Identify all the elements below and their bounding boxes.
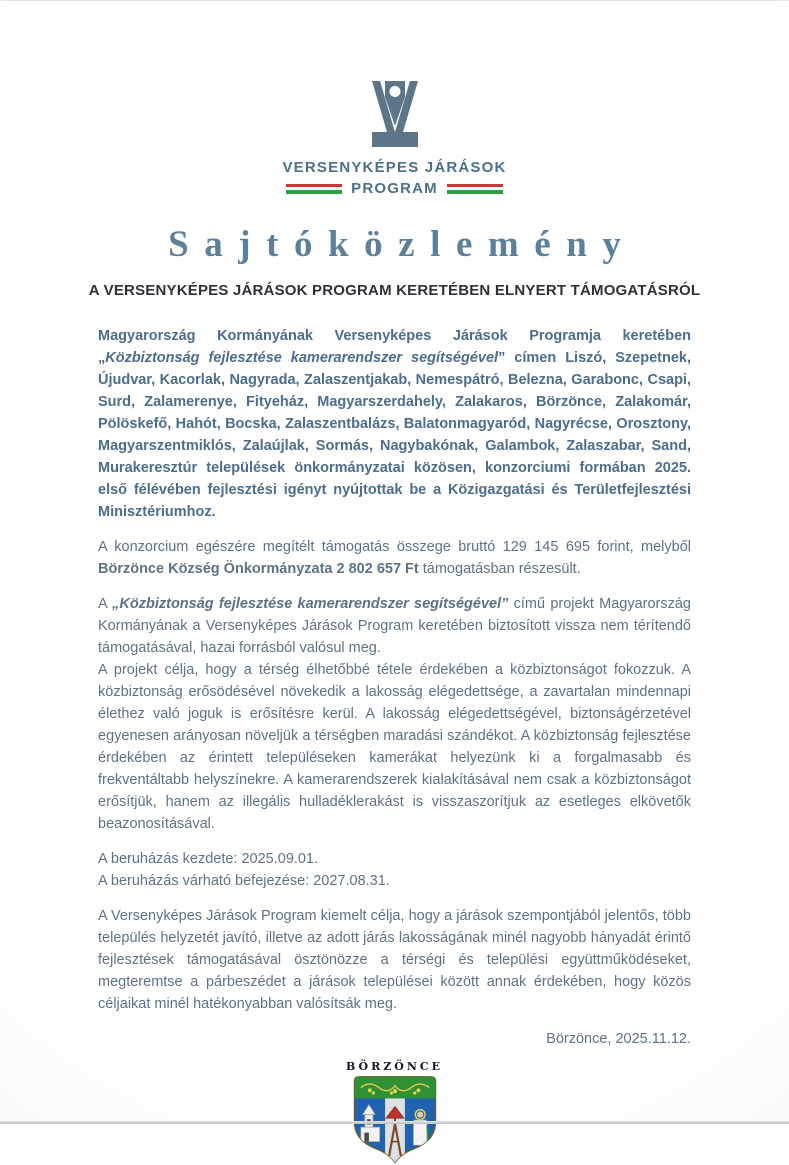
project-title-bold-italic: „Közbiztonság fejlesztése kamerarendszer segítségével”	[112, 596, 509, 612]
hungarian-flag-stripes-right-icon	[447, 181, 503, 197]
project-title-italic: Közbiztonság fejlesztése kamerarendszer segítségével	[105, 350, 499, 366]
program-logo-text-line2: PROGRAM	[351, 180, 438, 197]
paragraph-intro-municipalities	[98, 325, 691, 523]
grant-run-1: A konzorcium egészére megítélt támogatás összege bruttó 129 145 695 forint, melyből	[98, 539, 691, 555]
hungarian-flag-stripes-left-icon	[286, 181, 342, 197]
place-date-line: Börzönce, 2025.11.12.	[546, 1031, 691, 1047]
borzonce-coat-of-arms-icon	[349, 1075, 441, 1165]
page-title: Sajtóközlemény	[168, 224, 637, 265]
paragraph-program-purpose: A Versenyképes Járások Program kiemelt célja, hogy a járások szempontjából jelentős, több település helyzetét javító, illetve az adott járás lakosságának minél nagyobb hányadát érintő fejlesztések támogatásával ösztönözze a térségi és települési együttműködéseket, megteremtse a párbeszédet a járások települései között annak érdekében, hogy közös céljaikat minél hatékonyabban valósítsák meg.	[98, 908, 691, 1012]
program-logo-text-line1: VERSENYKÉPES JÁRÁSOK	[282, 159, 507, 176]
program-logo-text-line2-row	[0, 180, 789, 197]
grant-amount-bold: Börzönce Község Önkormányzata 2 802 657 Ft	[98, 561, 419, 577]
funding-run-2: című projekt Magyarország Kormányának a Versenyképes Járások Program keretében biztosított vissza nem térítendő támogatásával, hazai forrásból valósul meg.	[98, 596, 691, 656]
press-release-body	[98, 325, 691, 1050]
program-logo-pin-icon	[370, 81, 420, 147]
grant-run-2: támogatásban részesült.	[418, 561, 581, 577]
masthead	[0, 1, 789, 197]
paragraph-project-goals: A projekt célja, hogy a térség élhetőbbé tétele érdekében a közbiztonságot fokozzuk. A közbiztonság erősödésével növekedik a lakosság elégedettsége, a zavartalan mindennapi élethez való joguk is erősítésre kerül. A lakosság elégedettségével, biztonságérzetével egyenesen arányosan növeljük a térségben maradási szándékot. A közbiztonság fejlesztése érdekében az érintett településeken kamerákat helyezünk ki a forgalmasabb és frekventáltabb helyszínekre. A kamerarendszerek kialakításával nem csak a közbiztonságot erősítjük, hanem az illegális hulladéklerakást is visszaszorítjuk az esetleges elkövetők beazonosításával.	[98, 662, 691, 832]
coat-of-arms-block	[0, 1060, 789, 1165]
intro-run-1: Magyarország Kormányának Versenyképes Járások Programja keretében „	[98, 328, 691, 366]
intro-run-2: ” címen Liszó, Szepetnek, Újudvar, Kacorlak, Nagyrada, Zalaszentjakab, Nemespátró, Belezna, Garabonc, Csapi, Surd, Zalamerenye, Fityeház, Magyarszerdahely, Zalakaros, Börzönce, Zalakomár, Pölöskefő, Hahót, Bocska, Zalaszentbalázs, Balatonmagyaród, Nagyrécse, Orosztony, Magyarszentmiklós, Zalaújlak, Sormás, Nagybakónak, Galambok, Zalaszabar, Sand, Murakeresztúr települések önkormányzatai közösen, konzorciumi formában 2025. első félévében fejlesztési igényt nyújtottak be a Közigazgatási és Területfejlesztési Minisztériumhoz.	[98, 350, 692, 520]
funding-run-1: A	[98, 596, 113, 612]
page-subtitle: A VERSENYKÉPES JÁRÁSOK PROGRAM KERETÉBEN ELNYERT TÁMOGATÁSRÓL	[88, 282, 701, 299]
coat-of-arms-label: BÖRZÖNCE	[345, 1060, 444, 1073]
investment-start-line: A beruházás kezdete: 2025.09.01.	[98, 851, 319, 867]
investment-end-line: A beruházás várható befejezése: 2027.08.31.	[98, 873, 390, 889]
paragraph-funding-source	[98, 593, 691, 659]
paragraph-grant-amount	[98, 536, 691, 580]
